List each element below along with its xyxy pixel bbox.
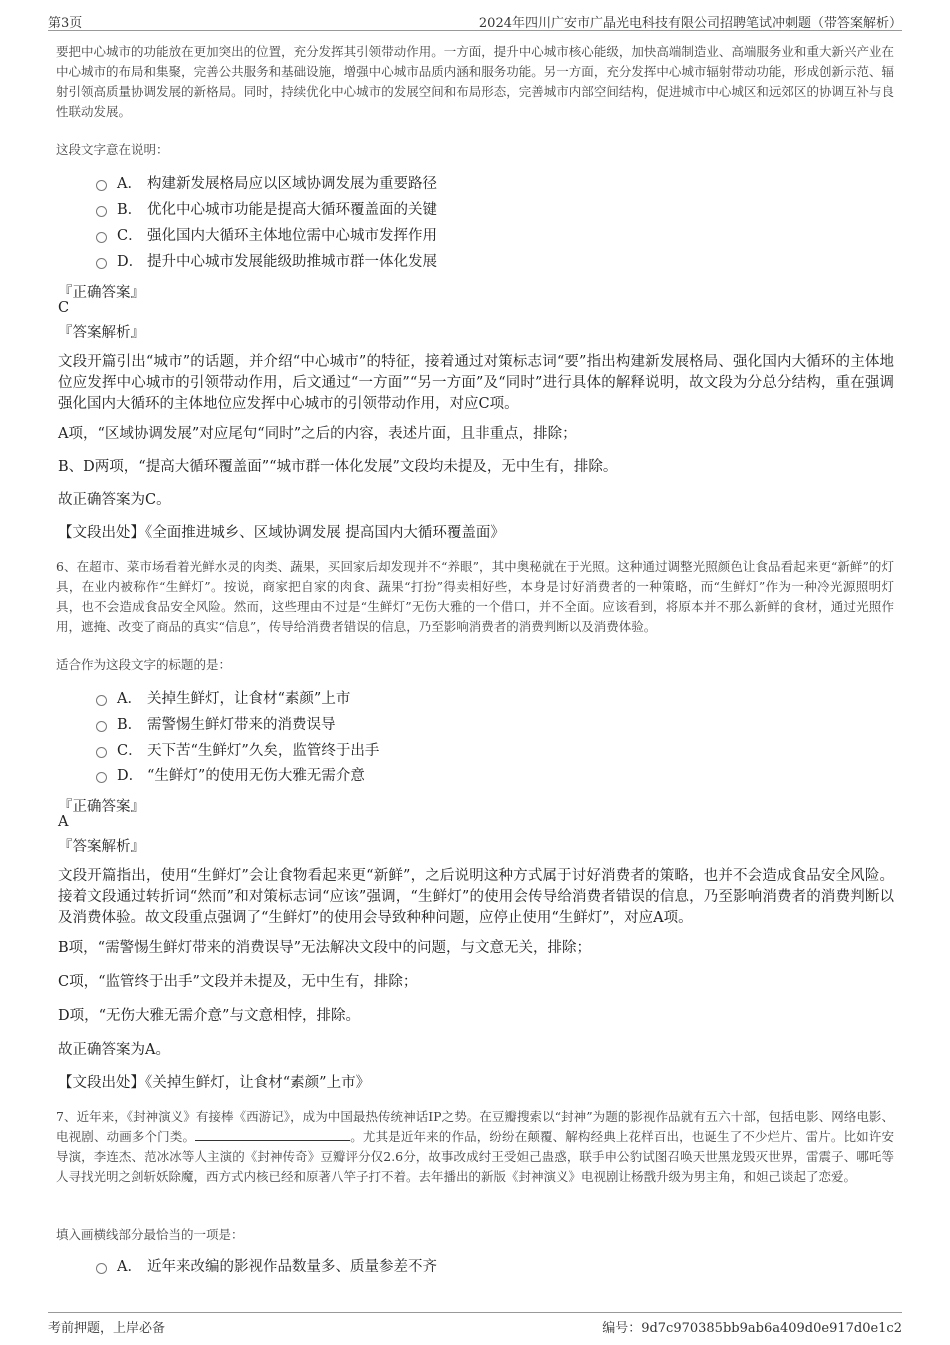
q5-source: 【文段出处】《全面推进城乡、区域协调发展 提高国内大循环覆盖面》: [58, 525, 505, 541]
q5-analysis-2: A项，“区域协调发展”对应尾句“同时”之后的内容，表述片面，且非重点，排除；: [58, 426, 577, 442]
radio-button[interactable]: [96, 747, 107, 758]
q5-answer: C: [58, 300, 70, 316]
q6-source: 【文段出处】《关掉生鲜灯，让食材“素颜”上市》: [58, 1075, 371, 1091]
q6-option-c[interactable]: C． 天下苦“生鲜灯”久矣，监管终于出手: [96, 741, 379, 761]
q6-analysis-1: 文段开篇指出，使用“生鲜灯”会让食物看起来更“新鲜”，之后说明这种方式属于讨好消费者的策略，也并不会造成食品安全风险。接着文段通过转折词“然而”和对策标志词“应该”强调，“生鲜灯”的使用会传导给消费者错误的信息，乃至影响消费者的消费判断以及消费体验。故文段重点强调了“生鲜灯”的使用会导致种种问题，应停止使用“生鲜灯”，对应A项。: [58, 868, 894, 926]
q5-option-a[interactable]: A． 构建新发展格局应以区域协调发展为重要路径: [96, 174, 437, 194]
document-id: 编号：9d7c970385bb9ab6a409d0e917d0e1c2: [602, 1321, 902, 1336]
q5-prompt: 这段文字意在说明：: [56, 142, 169, 157]
q6-analysis-3: C项，“监管终于出手”文段并未提及，无中生有，排除；: [58, 974, 418, 990]
radio-button[interactable]: [96, 232, 107, 243]
fill-blank: [195, 1128, 350, 1141]
q6-analysis-5: 故正确答案为A。: [58, 1042, 170, 1058]
q6-analysis-4: D项，“无伤大雅无需介意”与文意相悖，排除。: [58, 1008, 360, 1024]
q7-option-a[interactable]: A． 近年来改编的影视作品数量多、质量参差不齐: [96, 1257, 437, 1277]
q6-option-d[interactable]: D． “生鲜灯”的使用无伤大雅无需介意: [96, 766, 365, 786]
q7-prompt: 填入画横线部分最恰当的一项是：: [56, 1227, 244, 1242]
q7-passage: [56, 1107, 894, 1187]
q6-answer: A: [58, 814, 69, 830]
radio-button[interactable]: [96, 1263, 107, 1274]
q5-option-b[interactable]: B． 优化中心城市功能是提高大循环覆盖面的关键: [96, 200, 437, 220]
passage-text: 要把中心城市的功能放在更加突出的位置，充分发挥其引领带动作用。一方面，提升中心城市核心能级，加快高端制造业、高端服务业和重大新兴产业在中心城市的布局和集聚，完善公共服务和基础设施，增强中心城市品质内涵和服务功能。另一方面，充分发挥中心城市辐射带动功能，形成创新示范、辐射引领高质量协调发展的新格局。同时，持续优化中心城市的发展空间和布局形态，完善城市内部空间结构，促进城市中心城区和远郊区的协调互补与良性联动发展。: [56, 44, 894, 119]
q5-analysis-3: B、D两项，“提高大循环覆盖面”“城市群一体化发展”文段均未提及，无中生有，排除。: [58, 459, 618, 475]
q6-passage: [56, 557, 894, 637]
radio-button[interactable]: [96, 772, 107, 783]
radio-button[interactable]: [96, 180, 107, 191]
q5-analysis-label: 『答案解析』: [58, 325, 145, 341]
q6-analysis-2: B项，“需警惕生鲜灯带来的消费误导”无法解决文段中的问题，与文意无关，排除；: [58, 940, 591, 956]
q6-answer-label: 『正确答案』: [58, 799, 145, 815]
q5-option-d[interactable]: D． 提升中心城市发展能级助推城市群一体化发展: [96, 252, 437, 272]
document-title: 2024年四川广安市广晶光电科技有限公司招聘笔试冲刺题（带答案解析）: [478, 16, 902, 31]
radio-button[interactable]: [96, 206, 107, 217]
q6-prompt: 适合作为这段文字的标题的是：: [56, 657, 232, 672]
q5-passage: [56, 42, 894, 122]
q5-answer-label: 『正确答案』: [58, 285, 145, 301]
footer-slogan: 考前押题，上岸必备: [48, 1321, 166, 1336]
radio-button[interactable]: [96, 721, 107, 732]
passage-text: 6、在超市、菜市场看着光鲜水灵的肉类、蔬果，买回家后却发现并不“养眼”，其中奥秘就在于光照。这种通过调整光照颜色让食品看起来更“新鲜”的灯具，在业内被称作“生鲜灯”。按说，商家把自家的肉食、蔬果“打扮”得卖相好些，本身是讨好消费者的一种策略，而“生鲜灯”作为一种冷光源照明灯具，也不会造成食品安全风险。然而，这些理由不过是“生鲜灯”无伤大雅的一个借口，并不全面。应该看到，将原本并不那么新鲜的食材，通过光照作用，遮掩、改变了商品的真实“信息”，传导给消费者错误的信息，乃至影响消费者的消费判断以及消费体验。: [56, 559, 894, 634]
q5-analysis-4: 故正确答案为C。: [58, 492, 171, 508]
q5-analysis-1: 文段开篇引出“城市”的话题，并介绍“中心城市”的特征，接着通过对策标志词“要”指出构建新发展格局、强化国内大循环的主体地位应发挥中心城市的引领带动作用，后文通过“一方面”“另一方面”及“同时”进行具体的解释说明，故文段为分总分结构，重在强调强化国内大循环的主体地位应发挥中心城市的引领带动作用，对应C项。: [58, 354, 894, 412]
page-header: [48, 8, 902, 31]
q6-option-a[interactable]: A． 关掉生鲜灯，让食材“素颜”上市: [96, 689, 350, 709]
radio-button[interactable]: [96, 695, 107, 706]
q6-option-b[interactable]: B． 需警惕生鲜灯带来的消费误导: [96, 715, 336, 735]
q5-option-c[interactable]: C． 强化国内大循环主体地位需中心城市发挥作用: [96, 226, 437, 246]
page-number: 第3页: [48, 16, 83, 31]
page-footer: [48, 1312, 902, 1339]
passage-text: 7、近年来，《封神演义》有接棒《西游记》，成为中国最热传统神话IP之势。在豆瓣搜索以“封神”为题的影视作品就有五六十部，包括电影、网络电影、电视剧、动画多个门类。 。尤其是近年来的作品，纷纷在颠覆、解构经典上花样百出，也诞生了不少烂片、雷片。比如许安导演，李连杰、范冰冰等人主演的《封神传奇》豆瓣评分仅2.6分，故事改成纣王受妲己蛊惑，联手申公豹试图召唤天世黑龙毁灭世界，雷震子、哪吒等人寻找光明之剑斩妖除魔，西方式内核已经和原著八竿子打不着。去年播出的新版《封神演义》电视剧让杨戬升级为男主角，和妲己谈起了恋爱。: [56, 1109, 894, 1184]
q6-analysis-label: 『答案解析』: [58, 839, 145, 855]
radio-button[interactable]: [96, 258, 107, 269]
